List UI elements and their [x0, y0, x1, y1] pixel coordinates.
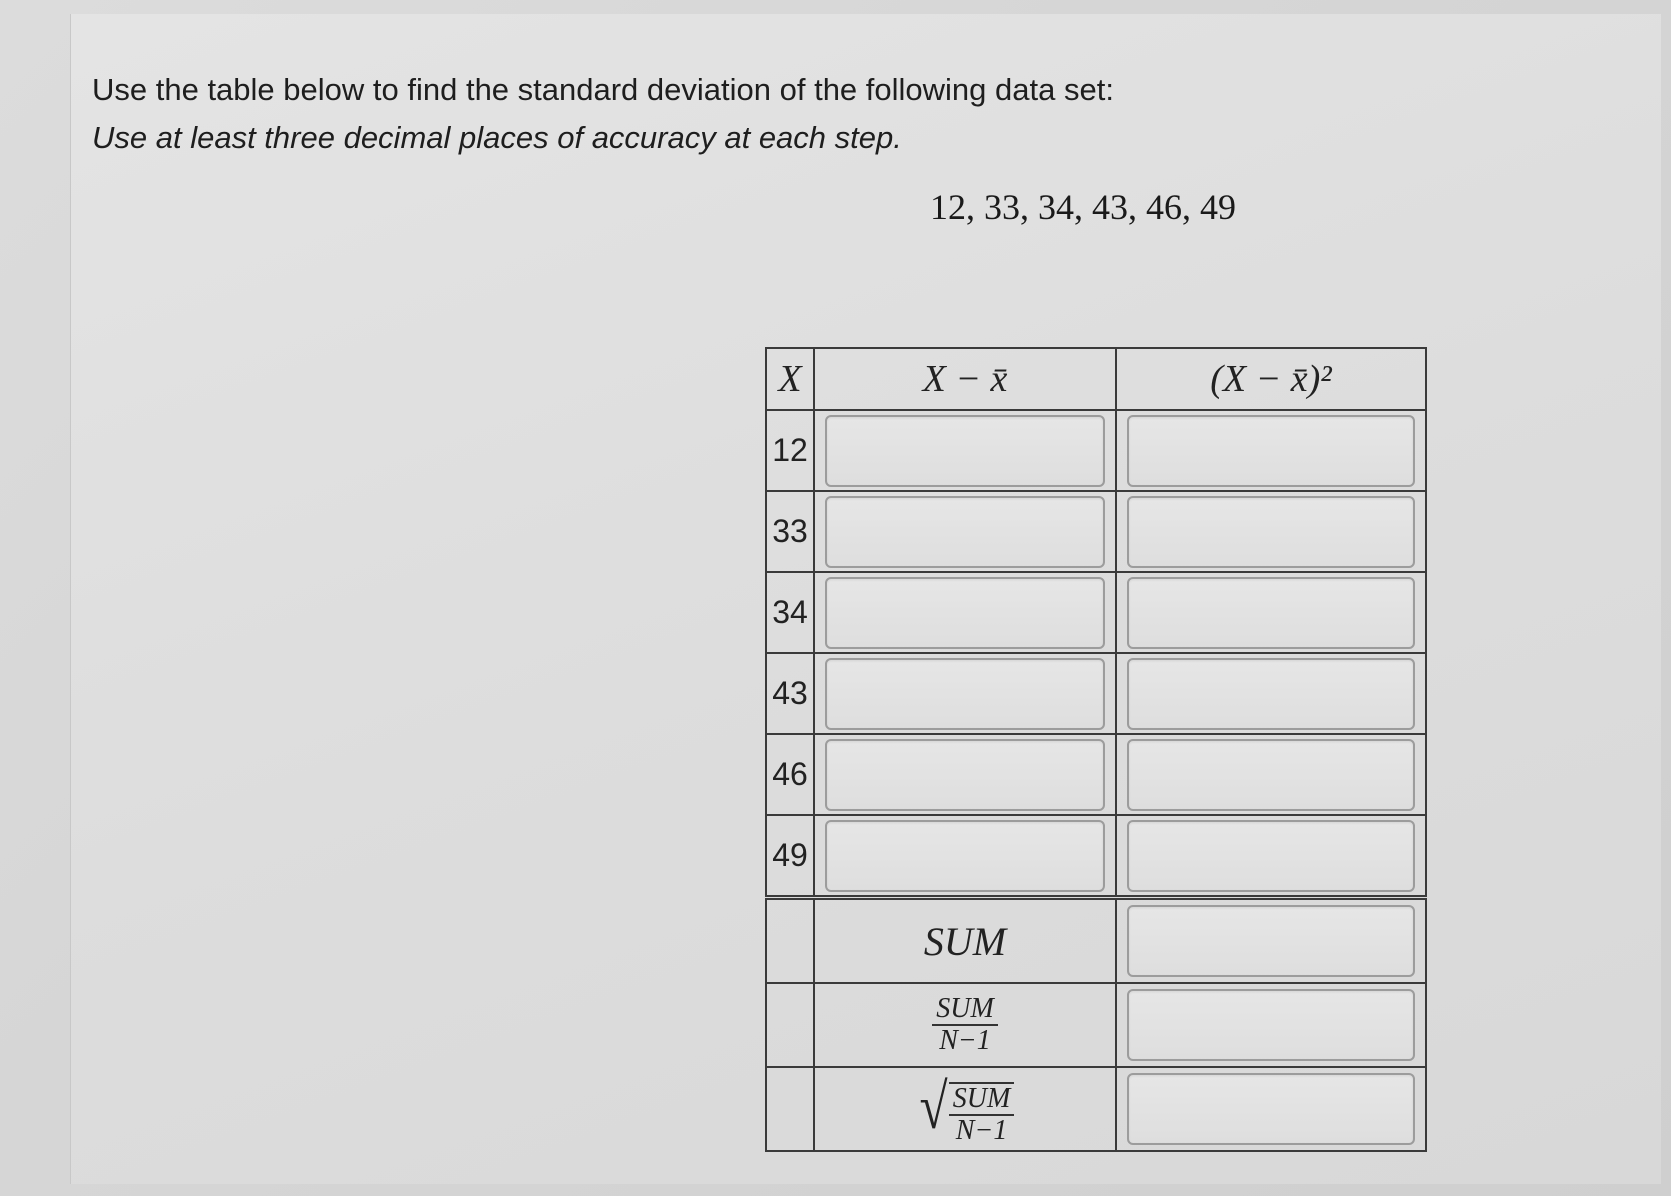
deviation-input[interactable] — [825, 496, 1105, 568]
sum-input[interactable] — [1127, 905, 1415, 977]
deviation-input[interactable] — [825, 820, 1105, 892]
x-value: 34 — [766, 572, 814, 653]
empty-cell — [766, 898, 814, 984]
x-value: 49 — [766, 815, 814, 898]
squared-deviation-input[interactable] — [1127, 496, 1415, 568]
variance-numerator: SUM — [932, 994, 998, 1026]
table-row — [766, 734, 1426, 815]
header-deviation: X − x̄ — [814, 348, 1116, 410]
x-value: 43 — [766, 653, 814, 734]
table-row — [766, 815, 1426, 898]
header-x: X — [766, 348, 814, 410]
square-root-icon: √ — [919, 1071, 948, 1142]
x-value: 33 — [766, 491, 814, 572]
deviation-input[interactable] — [825, 577, 1105, 649]
x-value: 46 — [766, 734, 814, 815]
deviation-input[interactable] — [825, 658, 1105, 730]
std-dev-input[interactable] — [1127, 1073, 1415, 1145]
sum-row — [766, 898, 1426, 984]
table-row — [766, 653, 1426, 734]
variance-denominator: N−1 — [939, 1025, 991, 1056]
table-row — [766, 572, 1426, 653]
instruction-line-2: Use at least three decimal places of accuracy at each step. — [92, 120, 902, 155]
variance-row — [766, 983, 1426, 1067]
x-value: 12 — [766, 410, 814, 491]
variance-input[interactable] — [1127, 989, 1415, 1061]
std-dev-numerator: SUM — [949, 1084, 1015, 1116]
squared-deviation-input[interactable] — [1127, 658, 1415, 730]
table-header-row — [766, 348, 1426, 410]
empty-cell — [766, 983, 814, 1067]
instruction-line-1: Use the table below to find the standard deviation of the following data set: — [92, 72, 1114, 107]
variance-label — [814, 983, 1116, 1067]
squared-deviation-input[interactable] — [1127, 739, 1415, 811]
sum-label: SUM — [814, 898, 1116, 984]
empty-cell — [766, 1067, 814, 1151]
std-dev-table — [765, 347, 1427, 1152]
header-squared-deviation: (X − x̄)² — [1116, 348, 1426, 410]
deviation-input[interactable] — [825, 415, 1105, 487]
squared-deviation-input[interactable] — [1127, 577, 1415, 649]
table-row — [766, 491, 1426, 572]
deviation-input[interactable] — [825, 739, 1105, 811]
std-dev-denominator: N−1 — [955, 1115, 1008, 1146]
instructions — [92, 66, 1114, 162]
std-dev-label — [814, 1067, 1116, 1151]
squared-deviation-input[interactable] — [1127, 820, 1415, 892]
squared-deviation-input[interactable] — [1127, 415, 1415, 487]
std-dev-row — [766, 1067, 1426, 1151]
data-set: 12, 33, 34, 43, 46, 49 — [930, 187, 1236, 227]
table-row — [766, 410, 1426, 491]
